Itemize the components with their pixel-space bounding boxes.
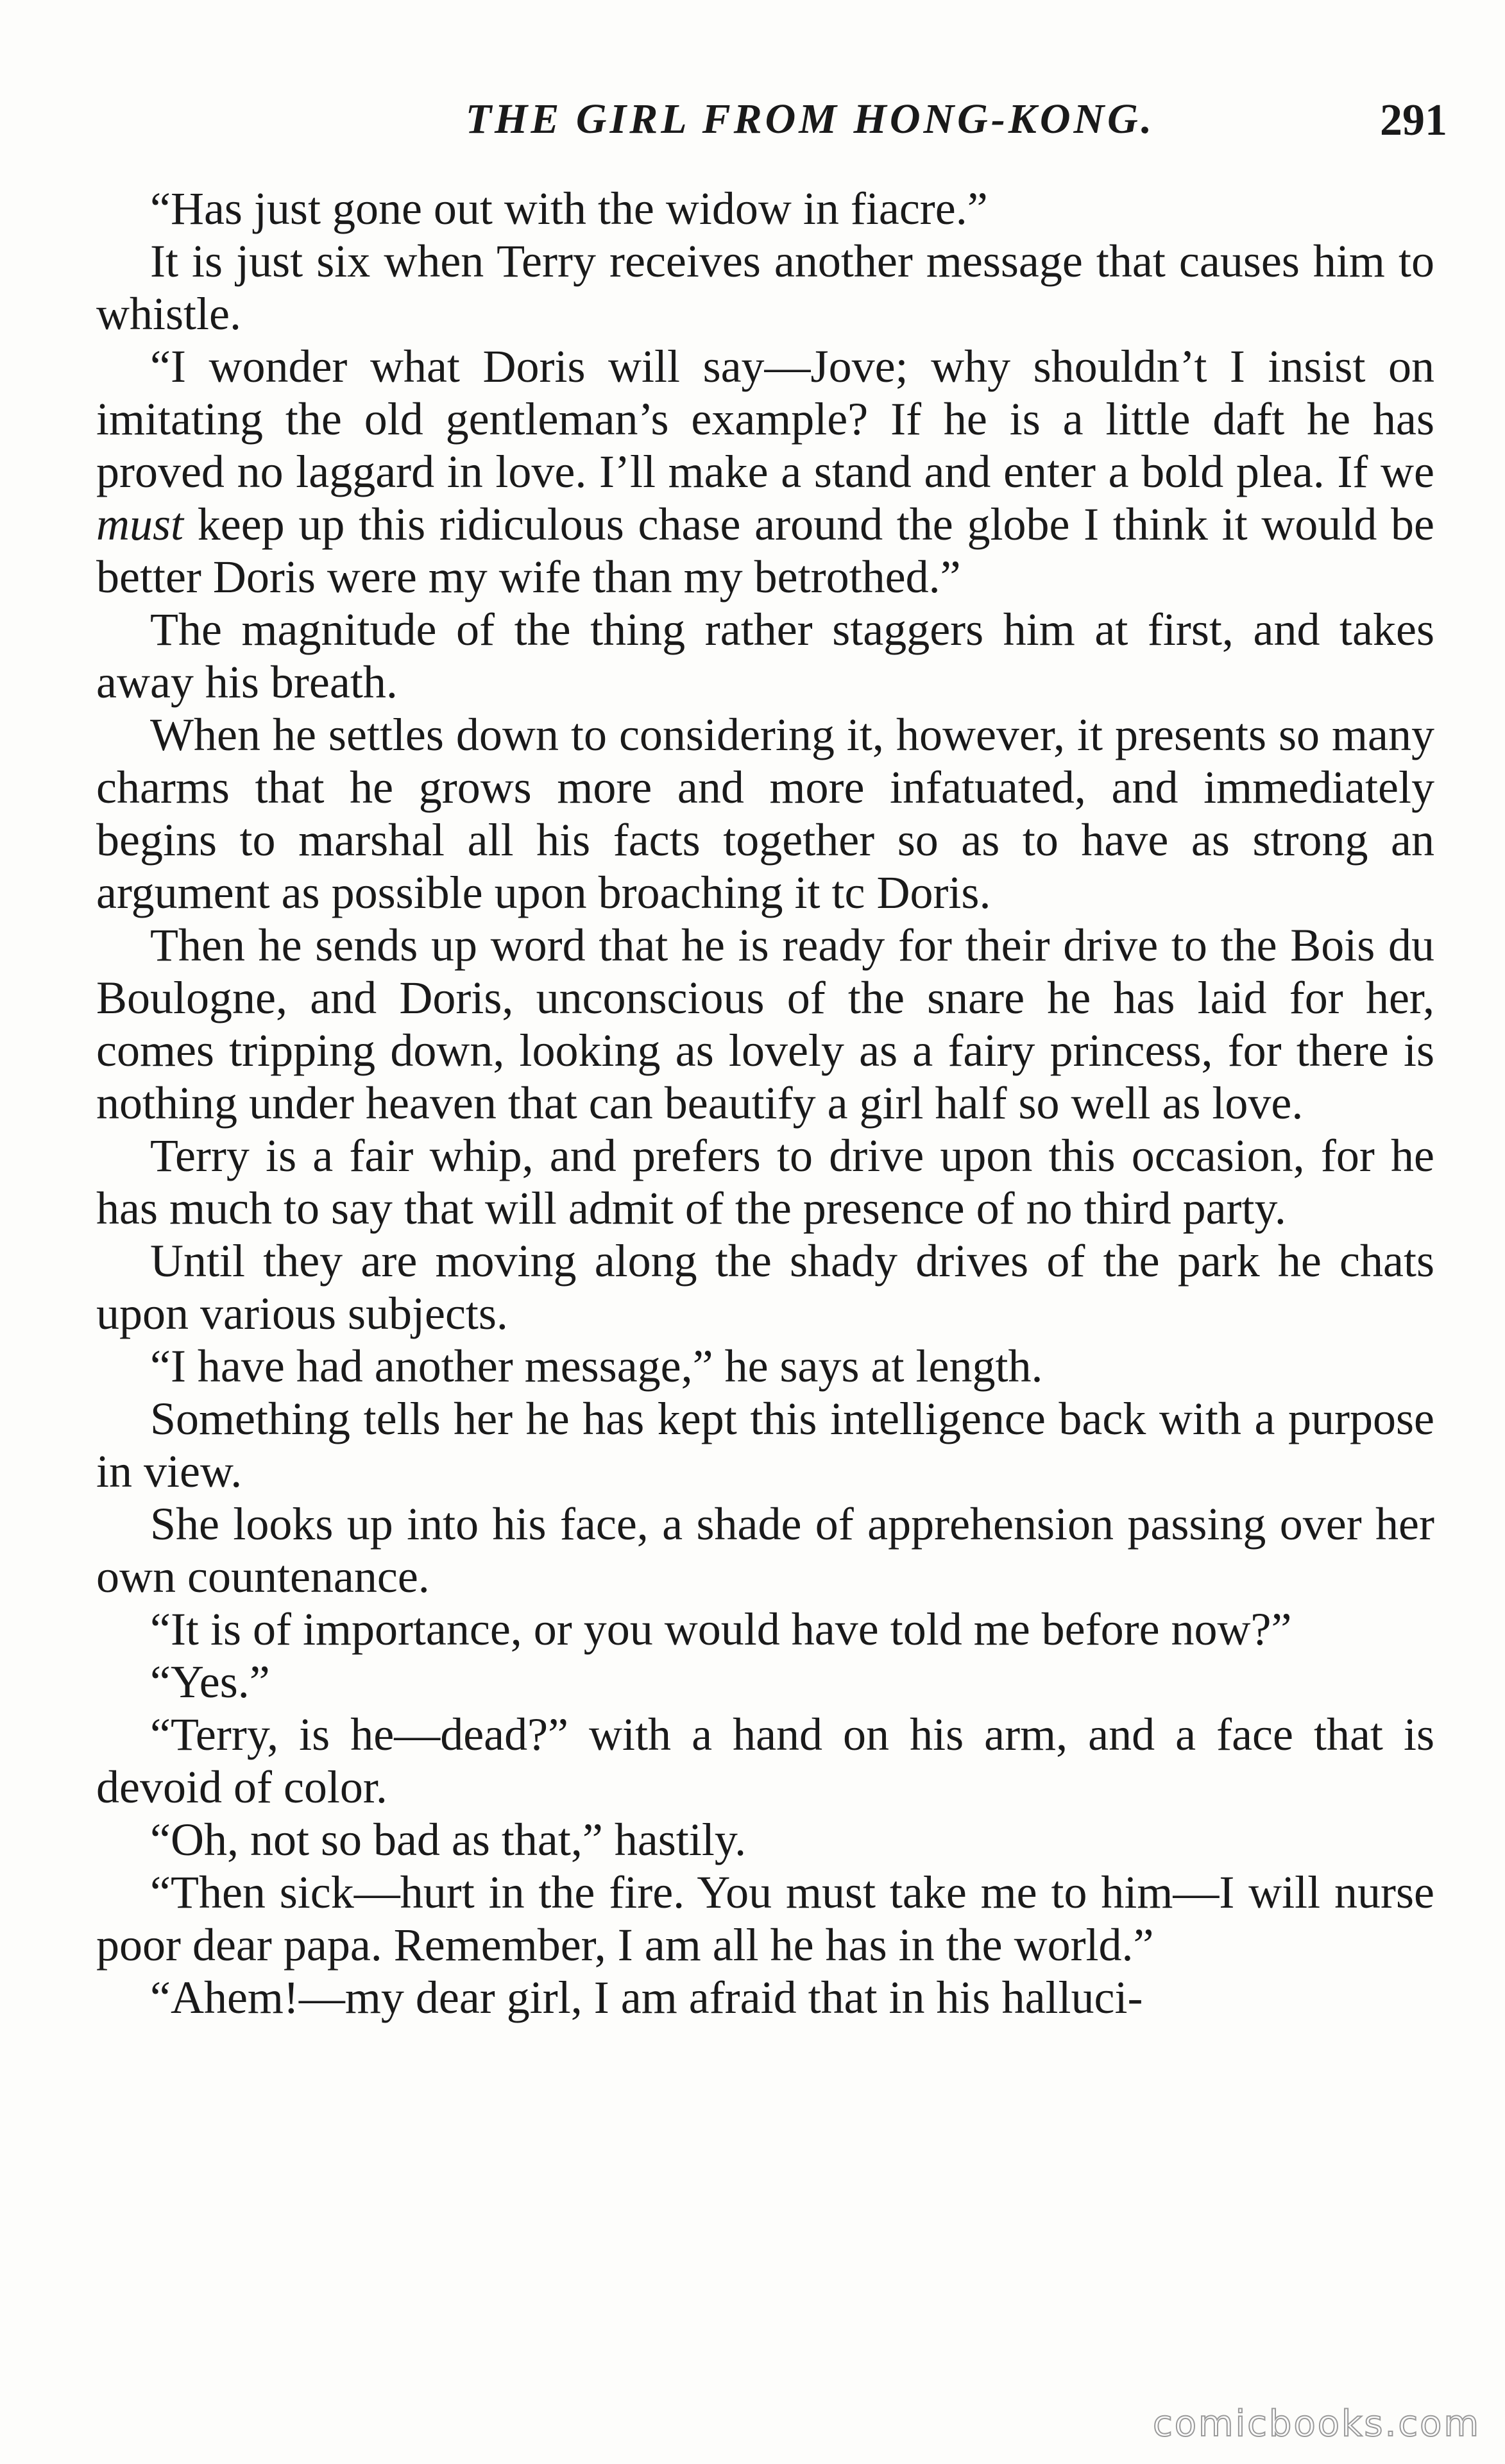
body-text [96, 182, 1434, 2024]
emphasized-word: must [96, 499, 184, 550]
paragraph [96, 340, 1434, 603]
paragraph: “Yes.” [150, 1656, 270, 1707]
paragraph: Then he sends up word that he is ready for their drive to the Bois du Boulogne, and Doris, unconscious of the snare he has laid for her, comes tripping down, looking as lovely as a fairy princess, for there is nothing under heaven that can beautify a girl half so well as love. [96, 920, 1434, 1129]
paragraph: “Terry, is he—dead?” with a hand on his arm, and a face that is devoid of color. [96, 1709, 1434, 1813]
paragraph: The magnitude of the thing rather staggers him at first, and takes away his breath. [96, 604, 1434, 708]
paragraph-text: keep up this ridiculous chase around the globe I think it would be better Doris were my wife than my betrothed.” [96, 499, 1434, 603]
paragraph: Terry is a fair whip, and prefers to drive upon this occasion, for he has much to say that will admit of the presence of no third party. [96, 1130, 1434, 1234]
watermark: comicbooks.com [1152, 2403, 1481, 2445]
paragraph: Something tells her he has kept this intelligence back with a purpose in view. [96, 1393, 1434, 1497]
paragraph: “Then sick—hurt in the fire. You must take me to him—I will nurse poor dear papa. Remember, I am all he has in the world.” [96, 1867, 1434, 1971]
paragraph: “Oh, not so bad as that,” hastily. [150, 1814, 747, 1865]
paragraph: It is just six when Terry receives another message that causes him to whistle. [96, 235, 1434, 339]
paragraph: “It is of importance, or you would have told me before now?” [150, 1604, 1292, 1655]
paragraph: Until they are moving along the shady drives of the park he chats upon various subjects. [96, 1235, 1434, 1339]
running-head [96, 95, 1447, 153]
paragraph: “Ahem!—my dear girl, I am afraid that in his halluci- [150, 1972, 1143, 2023]
paragraph: When he settles down to considering it, however, it presents so many charms that he grows more and more infatuated, and immediately begins to marshal all his facts together so as to have as strong an argument as possible upon broaching it tc Doris. [96, 709, 1434, 918]
paragraph: “Has just gone out with the widow in fiacre.” [150, 183, 988, 234]
running-title: THE GIRL FROM HONG-KONG. [465, 96, 1155, 142]
paragraph: “I have had another message,” he says at length. [150, 1340, 1043, 1392]
page-number: 291 [1380, 96, 1447, 145]
paragraph-text: “I wonder what Doris will say—Jove; why shouldn’t I insist on imitating the old gentleman’s example? If he is a little daft he has proved no laggard in love. I’ll make a stand and enter a bold plea. If we [96, 341, 1434, 497]
paragraph: She looks up into his face, a shade of apprehension passing over her own countenance. [96, 1498, 1434, 1602]
